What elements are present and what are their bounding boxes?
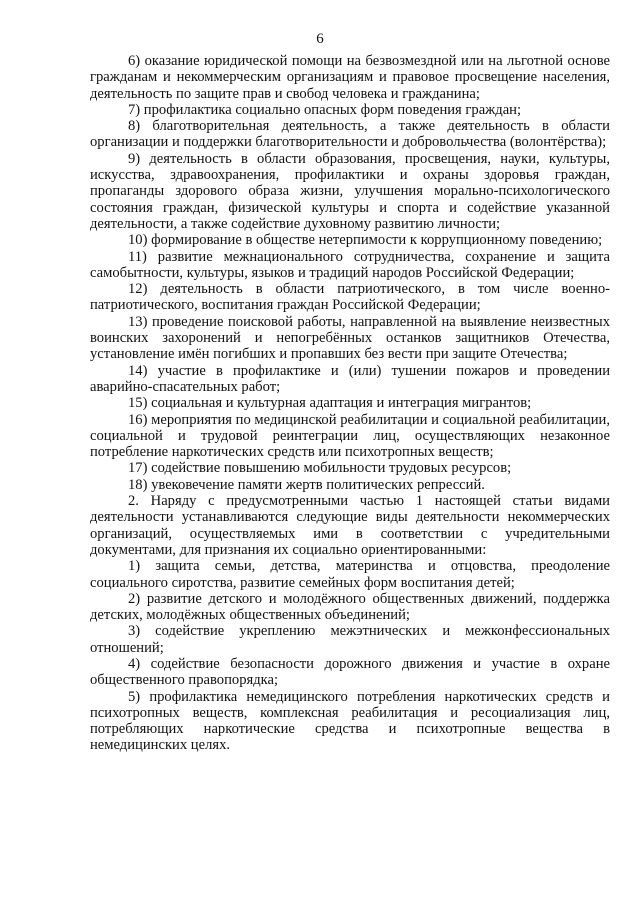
- document-body: [90, 53, 610, 754]
- list-item-patriotic-education: 12) деятельность в области патриотического, в том числе военно-патриотического, воспитания граждан Российской Федерации;: [90, 281, 610, 314]
- list-item-interethnic-cooperation: 11) развитие межнационального сотрудничества, сохранение и защита самобытности, культуры, языков и традиций народов Российской Федерации;: [90, 248, 610, 281]
- page-number: 6: [316, 31, 324, 47]
- list-item-prevention-dangerous-behavior: 7) профилактика социально опасных форм поведения граждан;: [128, 101, 522, 118]
- list-item-road-safety: 4) содействие безопасности дорожного движения и участие в охране общественного правопорядка;: [90, 655, 610, 689]
- list-item-fire-prevention: 14) участие в профилактике и (или) тушении пожаров и проведении аварийно-спасательных работ;: [90, 362, 610, 395]
- list-item-migrant-adaptation: 15) социальная и культурная адаптация и интеграция мигрантов;: [128, 395, 532, 412]
- list-item-repression-memory: 18) увековечение памяти жертв политических репрессий.: [128, 476, 485, 493]
- list-item-labor-mobility: 17) содействие повышению мобильности трудовых ресурсов;: [128, 460, 512, 477]
- list-item-interethnic-relations: 3) содействие укреплению межэтнических и межконфессиональных отношений;: [90, 623, 610, 656]
- list-item-rehabilitation: 16) мероприятия по медицинской реабилитации и социальной реабилитации, социальной и трудовой реинтеграции лиц, осуществляющих незаконное потребление наркотических средств или психотропных веществ;: [90, 411, 610, 461]
- list-item-anti-corruption: 10) формирование в обществе нетерпимости к коррупционному поведению;: [128, 232, 603, 249]
- list-item-drug-prevention: 5) профилактика немедицинского потребления наркотических средств и психотропных веществ, комплексная реабилитация и ресоциализация лиц, потребляющих наркотические средства и психотропные вещества в немедицинских целях.: [90, 688, 610, 754]
- list-item-search-work: 13) проведение поисковой работы, направленной на выявление неизвестных воинских захоронений и непогребённых останков защитников Отечества, установление имён погибших и пропавших без вести при защите Отечества;: [90, 313, 610, 363]
- section-paragraph-part-2: 2. Наряду с предусмотренными частью 1 настоящей статьи видами деятельности устанавливаются следующие виды деятельности некоммерческих организаций, осуществляемых ими в соответствии с учредительными документами, для признания их социально ориентированными:: [90, 493, 610, 558]
- list-item-charity: 8) благотворительная деятельность, а также деятельность в области организации и поддержки благотворительности и добровольчества (волонтёрства);: [90, 118, 610, 151]
- list-item-family-protection: 1) защита семьи, детства, материнства и отцовства, преодоление социального сиротства, развитие семейных форм воспитания детей;: [90, 558, 610, 591]
- list-item-legal-aid: 6) оказание юридической помощи на безвозмездной или на льготной основе гражданам и некоммерческим организациям и правовое просвещение населения, деятельность по защите прав и свобод человека и гражданина;: [90, 53, 610, 102]
- list-item-youth-movements: 2) развитие детского и молодёжного общественных движений, поддержка детских, молодёжных общественных объединений;: [90, 590, 610, 624]
- list-item-education-culture: 9) деятельность в области образования, просвещения, науки, культуры, искусства, здравоохранения, профилактики и охраны здоровья граждан, пропаганды здорового образа жизни, улучшения морально-психологического состояния граждан, физической культуры и спорта и содействие указанной деятельности, а также содействие духовному развитию личности;: [90, 150, 610, 232]
